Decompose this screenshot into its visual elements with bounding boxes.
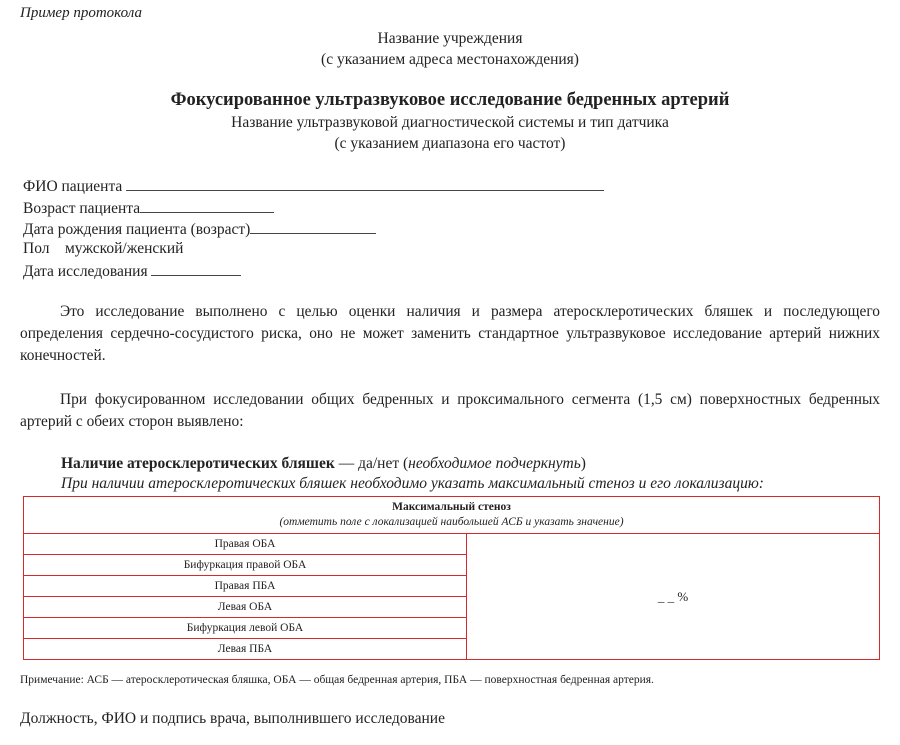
exam-date-field bbox=[23, 261, 241, 281]
plaques-line bbox=[61, 455, 586, 473]
patient-name-line bbox=[126, 176, 604, 191]
signature-line: Должность, ФИО и подпись врача, выполнившего исследование bbox=[20, 710, 445, 727]
patient-name-label: ФИО пациента bbox=[23, 178, 123, 195]
location-cell[interactable]: Левая ОБА bbox=[24, 597, 467, 618]
abbreviations-note: Примечание: АСБ — атеросклеротическая бляшка, ОБА — общая бедренная артерия, ПБА — поверхностная бедренная артерия. bbox=[20, 674, 654, 686]
purpose-paragraph: Это исследование выполнено с целью оценки наличия и размера атеросклеротических бляшек и последующего определения сердечно-сосудистого риска, оно не может заменить стандартное ультразвуковое исследование артерий нижних конечностей. bbox=[20, 303, 880, 364]
exam-date-label: Дата исследования bbox=[23, 263, 148, 280]
system-line: Название ультразвуковой диагностической системы и тип датчика bbox=[231, 114, 669, 131]
plaques-label: Наличие атеросклеротических бляшек bbox=[61, 455, 335, 472]
sex-field: Пол мужской/женский bbox=[23, 240, 184, 257]
table-header-row bbox=[24, 497, 880, 534]
sample-label: Пример протокола bbox=[20, 5, 142, 21]
table-header-cell bbox=[24, 497, 880, 534]
stenosis-table bbox=[23, 496, 880, 660]
frequency-note: (с указанием диапазона его частот) bbox=[334, 135, 566, 152]
findings-paragraph: При фокусированном исследовании общих бедренных и проксимального сегмента (1,5 см) поверхностных бедренных артерий с обеих сторон выявлено: bbox=[20, 391, 880, 430]
location-cell[interactable]: Левая ПБА bbox=[24, 639, 467, 660]
protocol-title: Фокусированное ультразвуковое исследование бедренных артерий bbox=[170, 90, 730, 110]
location-cell[interactable]: Правая ПБА bbox=[24, 576, 467, 597]
table-subheader: (отметить поле с локализацией наибольшей АСБ и указать значение) bbox=[279, 516, 624, 528]
plaques-instruction: При наличии атеросклеротических бляшек необходимо указать максимальный стеноз и его локализацию: bbox=[61, 475, 764, 492]
exam-date-line bbox=[151, 261, 241, 276]
patient-age-line bbox=[140, 198, 274, 213]
patient-age-field bbox=[23, 198, 274, 218]
institution-name: Название учреждения bbox=[377, 30, 523, 47]
location-cell[interactable]: Правая ОБА bbox=[24, 534, 467, 555]
plaques-options: — да/нет ( bbox=[334, 455, 409, 472]
birth-date-label: Дата рождения пациента (возраст) bbox=[23, 221, 251, 238]
location-cell[interactable]: Бифуркация правой ОБА bbox=[24, 555, 467, 576]
birth-date-line bbox=[250, 219, 376, 234]
plaques-hint: необходимое подчеркнуть bbox=[408, 455, 581, 472]
table-row bbox=[24, 534, 880, 555]
birth-date-field bbox=[23, 219, 376, 239]
table-header: Максимальный стеноз bbox=[392, 501, 511, 513]
location-cell[interactable]: Бифуркация левой ОБА bbox=[24, 618, 467, 639]
stenosis-value: _ _ % bbox=[657, 588, 689, 604]
institution-address-note: (с указанием адреса местонахождения) bbox=[321, 51, 579, 68]
plaques-close: ) bbox=[580, 455, 586, 472]
patient-name-field bbox=[23, 176, 604, 196]
stenosis-value-cell[interactable] bbox=[467, 534, 880, 660]
patient-age-label: Возраст пациента bbox=[23, 200, 141, 217]
